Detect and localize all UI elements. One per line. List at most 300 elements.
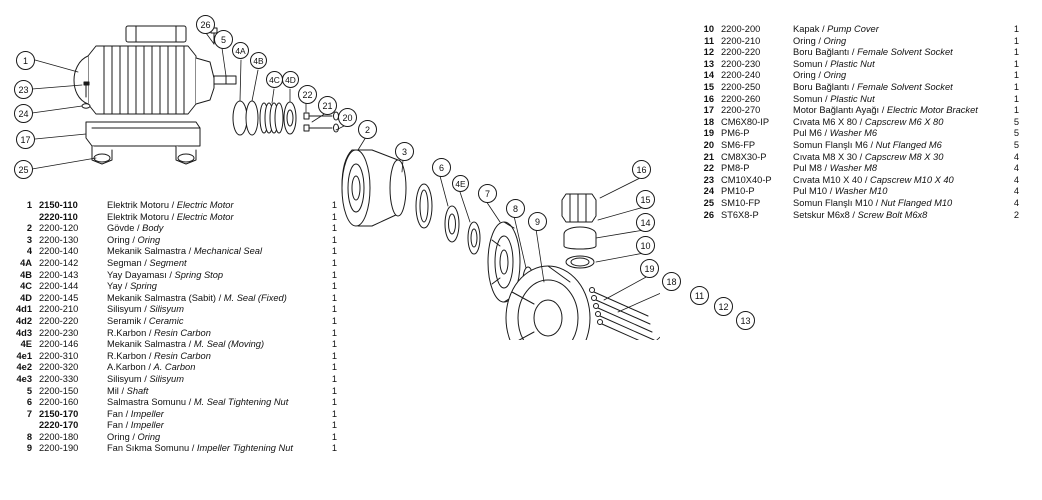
part-code: 2200-210 <box>721 35 761 46</box>
part-name-en: Pump Cover <box>827 24 879 34</box>
part-name: R.Karbon / Resin Carbon <box>107 350 211 361</box>
callout-bubble-2: 2 <box>358 120 377 139</box>
part-code: 2200-310 <box>39 350 79 361</box>
part-name-tr: Silisyum <box>107 373 142 384</box>
part-name-en: Impeller <box>130 408 164 419</box>
part-qty: 1 <box>331 292 337 303</box>
part-name-tr: Mekanik Salmastra (Sabit) <box>107 292 217 303</box>
callout-bubble-19: 19 <box>640 259 659 278</box>
part-name-tr: Oring <box>793 35 816 46</box>
part-code: 2200-180 <box>39 431 79 442</box>
seal-nut-graphic <box>445 206 459 242</box>
part-name-en: Electric Motor Bracket <box>886 105 978 116</box>
part-number: 4B <box>20 269 32 280</box>
part-name-tr: R.Karbon <box>107 327 147 338</box>
table-row <box>8 316 358 328</box>
part-code: 2200-220 <box>39 315 79 326</box>
callout-bubble-13: 13 <box>736 311 755 330</box>
part-name: Oring / Oring <box>793 70 847 81</box>
callout-bubble-5: 5 <box>214 30 233 49</box>
part-code: 2200-320 <box>39 362 79 373</box>
callout-bubble-4e: 4E <box>452 175 469 192</box>
part-number: 23 <box>703 174 714 185</box>
part-number: 13 <box>703 58 714 69</box>
part-number: 16 <box>703 93 714 104</box>
part-name-en: Oring <box>823 35 847 46</box>
part-code: 2200-140 <box>39 246 79 257</box>
part-name-tr: Mil <box>107 385 119 396</box>
callout-bubble-4d: 4D <box>282 71 299 88</box>
part-name-tr: Yay Dayaması <box>107 269 167 280</box>
part-name: Cıvata M10 X 40 / Capscrew M10 X 40 <box>793 174 954 185</box>
part-name-tr: Setskur M6x8 <box>793 209 850 220</box>
part-name: Somun Flanşlı M6 / Nut Flanged M6 <box>793 139 942 150</box>
part-name: Silisyum / Silisyum <box>107 373 184 384</box>
callout-bubble-11: 11 <box>690 286 709 305</box>
moving-seal-graphic <box>468 222 480 254</box>
callout-bubble-21: 21 <box>318 96 337 115</box>
callout-bubble-3: 3 <box>395 142 414 161</box>
table-row <box>8 200 358 212</box>
part-name-tr: Somun <box>793 58 823 69</box>
callout-bubble-25: 25 <box>14 160 33 179</box>
callout-bubble-15: 15 <box>636 190 655 209</box>
part-name: A.Karbon / A. Carbon <box>107 362 196 373</box>
part-code: 2200-330 <box>39 373 79 384</box>
part-name-tr: Cıvata M6 X 80 <box>793 116 858 127</box>
table-row <box>690 117 1035 129</box>
callout-bubble-12: 12 <box>714 297 733 316</box>
table-row <box>690 163 1035 175</box>
table-row <box>8 212 358 224</box>
part-name-en: Nut Flanged M6 <box>875 139 942 150</box>
part-qty: 1 <box>331 443 337 454</box>
part-name-tr: Oring <box>107 431 130 442</box>
part-code: 2200-142 <box>39 257 79 268</box>
part-qty: 1 <box>331 246 337 257</box>
callout-bubble-14: 14 <box>636 213 655 232</box>
part-qty: 1 <box>331 281 337 292</box>
part-code: 2200-144 <box>39 281 79 292</box>
part-name: Elektrik Motoru / Electric Motor <box>107 211 234 222</box>
part-name-tr: Mekanik Salmastra <box>107 339 187 350</box>
part-code: 2200-210 <box>39 304 79 315</box>
table-row <box>8 351 358 363</box>
callout-bubble-4c: 4C <box>266 71 283 88</box>
part-number: 5 <box>26 385 32 396</box>
part-name-en: Plastic Nut <box>830 58 875 69</box>
part-qty: 1 <box>331 327 337 338</box>
part-name-en: M. Seal (Moving) <box>193 339 265 350</box>
part-name-en: Washer M8 <box>829 163 878 174</box>
part-number: 4E <box>20 339 32 350</box>
part-number: 15 <box>703 81 714 92</box>
part-name: Boru Bağlantı / Female Solvent Socket <box>793 81 953 92</box>
part-name-en: Capscrew M10 X 40 <box>870 174 954 185</box>
part-name: Seramik / Ceramic <box>107 315 184 326</box>
callout-bubble-8: 8 <box>506 199 525 218</box>
callout-bubble-22: 22 <box>298 85 317 104</box>
part-code: 2200-130 <box>39 234 79 245</box>
part-number: 4e3 <box>16 373 32 384</box>
bolt-set-graphic <box>590 288 657 341</box>
part-number: 19 <box>703 128 714 139</box>
part-name-en: M. Seal Tightening Nut <box>193 397 289 408</box>
part-name-en: Oring <box>137 234 161 245</box>
part-name-tr: Silisyum <box>107 304 142 315</box>
part-name-en: Plastic Nut <box>830 93 875 104</box>
table-row <box>8 281 358 293</box>
callout-bubble-16: 16 <box>632 160 651 179</box>
part-name: Mil / Shaft <box>107 385 149 396</box>
part-code: PM6-P <box>721 128 750 139</box>
table-row <box>690 94 1035 106</box>
part-name-en: Washer M10 <box>834 186 888 197</box>
callout-bubble-1: 1 <box>16 51 35 70</box>
part-code: 2200-146 <box>39 339 79 350</box>
part-qty: 1 <box>331 257 337 268</box>
part-name-en: Oring <box>823 70 847 81</box>
part-name-en: M. Seal (Fixed) <box>223 292 287 303</box>
callout-bubble-23: 23 <box>14 80 33 99</box>
part-name-tr: Pul M8 <box>793 163 822 174</box>
part-name: Yay / Spring <box>107 281 157 292</box>
part-name-en: Impeller Tightening Nut <box>196 443 293 454</box>
part-name-en: Electric Motor <box>176 211 234 222</box>
part-qty: 1 <box>331 304 337 315</box>
part-number: 6 <box>26 397 32 408</box>
part-number: 11 <box>704 35 714 46</box>
table-row <box>8 397 358 409</box>
part-name-tr: A.Karbon <box>107 362 146 373</box>
table-row <box>690 210 1035 222</box>
table-row <box>8 420 358 432</box>
part-name: Elektrik Motoru / Electric Motor <box>107 200 234 210</box>
part-number: 3 <box>26 234 32 245</box>
part-name-tr: Motor Bağlantı Ayağı <box>793 105 880 116</box>
part-qty: 1 <box>1013 58 1019 69</box>
part-qty: 1 <box>1013 47 1019 58</box>
part-code: 2200-200 <box>721 24 761 34</box>
table-row <box>8 374 358 386</box>
table-row <box>8 304 358 316</box>
part-qty: 1 <box>331 408 337 419</box>
callout-bubble-18: 18 <box>662 272 681 291</box>
table-row <box>8 339 358 351</box>
part-name-tr: Fan Sıkma Somunu <box>107 443 190 454</box>
table-row <box>8 362 358 374</box>
part-code: 2200-145 <box>39 292 79 303</box>
part-code: 2200-260 <box>721 93 761 104</box>
part-name-en: Resin Carbon <box>154 327 211 338</box>
part-name-en: Female Solvent Socket <box>857 47 953 58</box>
part-name-en: A. Carbon <box>153 362 196 373</box>
part-name-tr: Oring <box>793 70 816 81</box>
part-number: 24 <box>703 186 714 197</box>
part-name-en: Ceramic <box>148 315 184 326</box>
table-row <box>8 235 358 247</box>
part-name: Somun / Plastic Nut <box>793 93 875 104</box>
table-row <box>690 47 1035 59</box>
part-qty: 1 <box>1013 70 1019 81</box>
part-number: 25 <box>703 197 714 208</box>
part-code: CM10X40-P <box>721 174 772 185</box>
table-row <box>8 409 358 421</box>
callout-bubble-6: 6 <box>432 158 451 177</box>
part-qty: 1 <box>331 362 337 373</box>
part-qty: 5 <box>1013 139 1019 150</box>
table-row <box>690 152 1035 164</box>
callout-bubble-9: 9 <box>528 212 547 231</box>
callout-bubble-4a: 4A <box>232 42 249 59</box>
part-name-en: Nut Flanged M10 <box>880 197 953 208</box>
part-qty: 5 <box>1013 116 1019 127</box>
part-code: 2200-230 <box>39 327 79 338</box>
part-name-en: Shaft <box>126 385 149 396</box>
part-code: 2200-150 <box>39 385 79 396</box>
table-row <box>8 328 358 340</box>
part-name: R.Karbon / Resin Carbon <box>107 327 211 338</box>
part-number: 14 <box>703 70 714 81</box>
table-row <box>690 24 1035 36</box>
part-name-en: Mechanical Seal <box>193 246 263 257</box>
callout-bubble-7: 7 <box>478 184 497 203</box>
part-name: Cıvata M8 X 30 / Capscrew M8 X 30 <box>793 151 944 162</box>
socket-assembly-graphic <box>562 194 596 268</box>
part-name-en: Washer M6 <box>829 128 878 139</box>
part-code: SM10-FP <box>721 197 761 208</box>
part-qty: 1 <box>331 385 337 396</box>
table-row <box>8 258 358 270</box>
part-name: Segman / Segment <box>107 257 187 268</box>
part-number: 26 <box>703 209 714 220</box>
part-qty: 1 <box>331 350 337 361</box>
part-code: PM8-P <box>721 163 750 174</box>
part-name-tr: R.Karbon <box>107 350 147 361</box>
part-code: 2220-110 <box>39 211 78 222</box>
part-name: Cıvata M6 X 80 / Capscrew M6 X 80 <box>793 116 944 127</box>
part-name: Fan / Impeller <box>107 420 164 431</box>
part-number: 4A <box>20 257 32 268</box>
part-qty: 1 <box>1013 93 1019 104</box>
part-name-tr: Kapak <box>793 24 820 34</box>
part-name: Fan / Impeller <box>107 408 164 419</box>
part-name-tr: Segman <box>107 257 142 268</box>
part-name-tr: Elektrik Motoru <box>107 211 169 222</box>
table-row <box>690 70 1035 82</box>
part-qty: 1 <box>331 420 337 431</box>
table-row <box>690 59 1035 71</box>
part-number: 8 <box>26 431 32 442</box>
part-code: 2200-143 <box>39 269 79 280</box>
part-name: Motor Bağlantı Ayağı / Electric Motor Bracket <box>793 105 978 116</box>
part-number: 4e1 <box>16 350 32 361</box>
table-row <box>690 36 1035 48</box>
part-code: 2200-230 <box>721 58 761 69</box>
part-name-tr: Seramik <box>107 315 142 326</box>
table-row <box>690 186 1035 198</box>
part-name-en: Segment <box>149 257 187 268</box>
table-row <box>8 270 358 282</box>
part-qty: 4 <box>1013 174 1019 185</box>
table-row <box>690 128 1035 140</box>
callout-bubble-10: 10 <box>636 236 655 255</box>
part-name-tr: Boru Bağlantı <box>793 47 850 58</box>
table-row <box>690 175 1035 187</box>
part-code: 2220-170 <box>39 420 79 431</box>
part-number: 4D <box>20 292 32 303</box>
part-number: 20 <box>703 139 714 150</box>
part-name-en: Capscrew M8 X 30 <box>864 151 944 162</box>
part-code: 2200-240 <box>721 70 761 81</box>
part-name: Pul M6 / Washer M6 <box>793 128 878 139</box>
part-number: 22 <box>703 163 714 174</box>
part-name: Oring / Oring <box>793 35 847 46</box>
part-name-tr: Somun Flanşlı M6 <box>793 139 868 150</box>
part-name-tr: Somun <box>793 93 823 104</box>
part-name-en: Impeller <box>130 420 164 431</box>
part-name-tr: Mekanik Salmastra <box>107 246 187 257</box>
parts-table-left <box>8 200 358 455</box>
part-code: 2150-110 <box>39 200 78 210</box>
part-name: Silisyum / Silisyum <box>107 304 184 315</box>
part-name-tr: Cıvata M10 X 40 <box>793 174 863 185</box>
part-code: CM6X80-IP <box>721 116 770 127</box>
part-qty: 5 <box>1013 128 1019 139</box>
part-name-tr: Gövde <box>107 223 135 234</box>
table-row <box>690 82 1035 94</box>
callout-bubble-17: 17 <box>16 130 35 149</box>
part-number: 21 <box>703 151 714 162</box>
part-name-tr: Somun Flanşlı M10 <box>793 197 874 208</box>
part-qty: 1 <box>331 397 337 408</box>
part-number: 4 <box>26 246 32 257</box>
part-name-en: Silisyum <box>149 304 184 315</box>
part-name-tr: Oring <box>107 234 130 245</box>
part-qty: 1 <box>1013 24 1019 34</box>
part-name: Salmastra Somunu / M. Seal Tightening Nut <box>107 397 289 408</box>
part-number: 4d2 <box>15 315 32 326</box>
part-number: 10 <box>703 24 714 34</box>
table-row <box>8 246 358 258</box>
part-name-en: Electric Motor <box>176 200 234 210</box>
part-qty: 1 <box>1013 35 1019 46</box>
part-name-en: Body <box>142 223 164 234</box>
part-name-tr: Fan <box>107 420 124 431</box>
part-name-en: Capscrew M6 X 80 <box>864 116 944 127</box>
callout-bubble-20: 20 <box>338 108 357 127</box>
part-name: Fan Sıkma Somunu / Impeller Tightening Nut <box>107 443 293 454</box>
part-code: 2200-120 <box>39 223 79 234</box>
part-code: 2200-250 <box>721 81 761 92</box>
part-number: 4e2 <box>16 362 32 373</box>
part-qty: 1 <box>331 211 337 222</box>
part-qty: 1 <box>331 315 337 326</box>
table-row <box>8 443 358 455</box>
part-name-en: Screw Bolt M6x8 <box>857 209 928 220</box>
table-row <box>8 386 358 398</box>
table-row <box>8 223 358 235</box>
part-qty: 1 <box>1013 81 1019 92</box>
part-qty: 1 <box>1013 105 1019 116</box>
table-row <box>690 105 1035 117</box>
part-name: Pul M8 / Washer M8 <box>793 163 878 174</box>
part-number: 4C <box>20 281 32 292</box>
part-name: Mekanik Salmastra / Mechanical Seal <box>107 246 263 257</box>
part-name-tr: Pul M10 <box>793 186 828 197</box>
part-name: Kapak / Pump Cover <box>793 24 879 34</box>
part-qty: 1 <box>331 373 337 384</box>
part-name: Setskur M6x8 / Screw Bolt M6x8 <box>793 209 928 220</box>
part-name: Boru Bağlantı / Female Solvent Socket <box>793 47 953 58</box>
table-row <box>8 432 358 444</box>
part-number: 1 <box>26 200 32 210</box>
part-name-tr: Boru Bağlantı <box>793 81 850 92</box>
part-qty: 1 <box>331 431 337 442</box>
part-code: 2200-270 <box>721 105 761 116</box>
part-name-tr: Pul M6 <box>793 128 822 139</box>
part-name: Somun / Plastic Nut <box>793 58 875 69</box>
part-qty: 1 <box>331 269 337 280</box>
part-name: Oring / Oring <box>107 234 161 245</box>
part-number: 12 <box>703 47 714 58</box>
part-number: 9 <box>26 443 32 454</box>
part-name-en: Oring <box>137 431 161 442</box>
part-number: 2 <box>26 223 32 234</box>
part-name-en: Spring Stop <box>174 269 224 280</box>
part-qty: 4 <box>1013 163 1019 174</box>
parts-table-right <box>690 24 1035 221</box>
part-name: Yay Dayaması / Spring Stop <box>107 269 224 280</box>
electric-motor-graphic <box>74 26 236 114</box>
part-number: 7 <box>26 408 32 419</box>
part-name-tr: Salmastra Somunu <box>107 397 187 408</box>
part-qty: 1 <box>331 223 337 234</box>
part-qty: 2 <box>1013 209 1019 220</box>
part-qty: 4 <box>1013 197 1019 208</box>
part-name: Oring / Oring <box>107 431 161 442</box>
part-qty: 1 <box>331 200 337 210</box>
table-row <box>690 198 1035 210</box>
part-number: 4d3 <box>15 327 32 338</box>
part-name: Mekanik Salmastra (Sabit) / M. Seal (Fixed) <box>107 292 287 303</box>
part-code: 2200-160 <box>39 397 79 408</box>
part-qty: 4 <box>1013 151 1019 162</box>
part-name-en: Resin Carbon <box>154 350 211 361</box>
table-row <box>690 140 1035 152</box>
part-number: 17 <box>703 105 714 116</box>
part-name-tr: Cıvata M8 X 30 <box>793 151 858 162</box>
part-name-tr: Fan <box>107 408 124 419</box>
part-name: Gövde / Body <box>107 223 164 234</box>
part-name-en: Female Solvent Socket <box>857 81 953 92</box>
part-qty: 1 <box>331 234 337 245</box>
part-code: 2200-220 <box>721 47 761 58</box>
part-code: CM8X30-P <box>721 151 767 162</box>
part-code: 2200-190 <box>39 443 79 454</box>
part-name-tr: Elektrik Motoru <box>107 200 169 210</box>
callout-bubble-24: 24 <box>14 104 33 123</box>
part-number: 18 <box>703 116 714 127</box>
part-name: Pul M10 / Washer M10 <box>793 186 888 197</box>
part-name-en: Spring <box>130 281 157 292</box>
callout-bubble-26: 26 <box>196 15 215 34</box>
part-name: Mekanik Salmastra / M. Seal (Moving) <box>107 339 265 350</box>
callout-bubble-4b: 4B <box>250 52 267 69</box>
part-qty: 1 <box>331 339 337 350</box>
part-code: SM6-FP <box>721 139 756 150</box>
table-row <box>8 293 358 305</box>
